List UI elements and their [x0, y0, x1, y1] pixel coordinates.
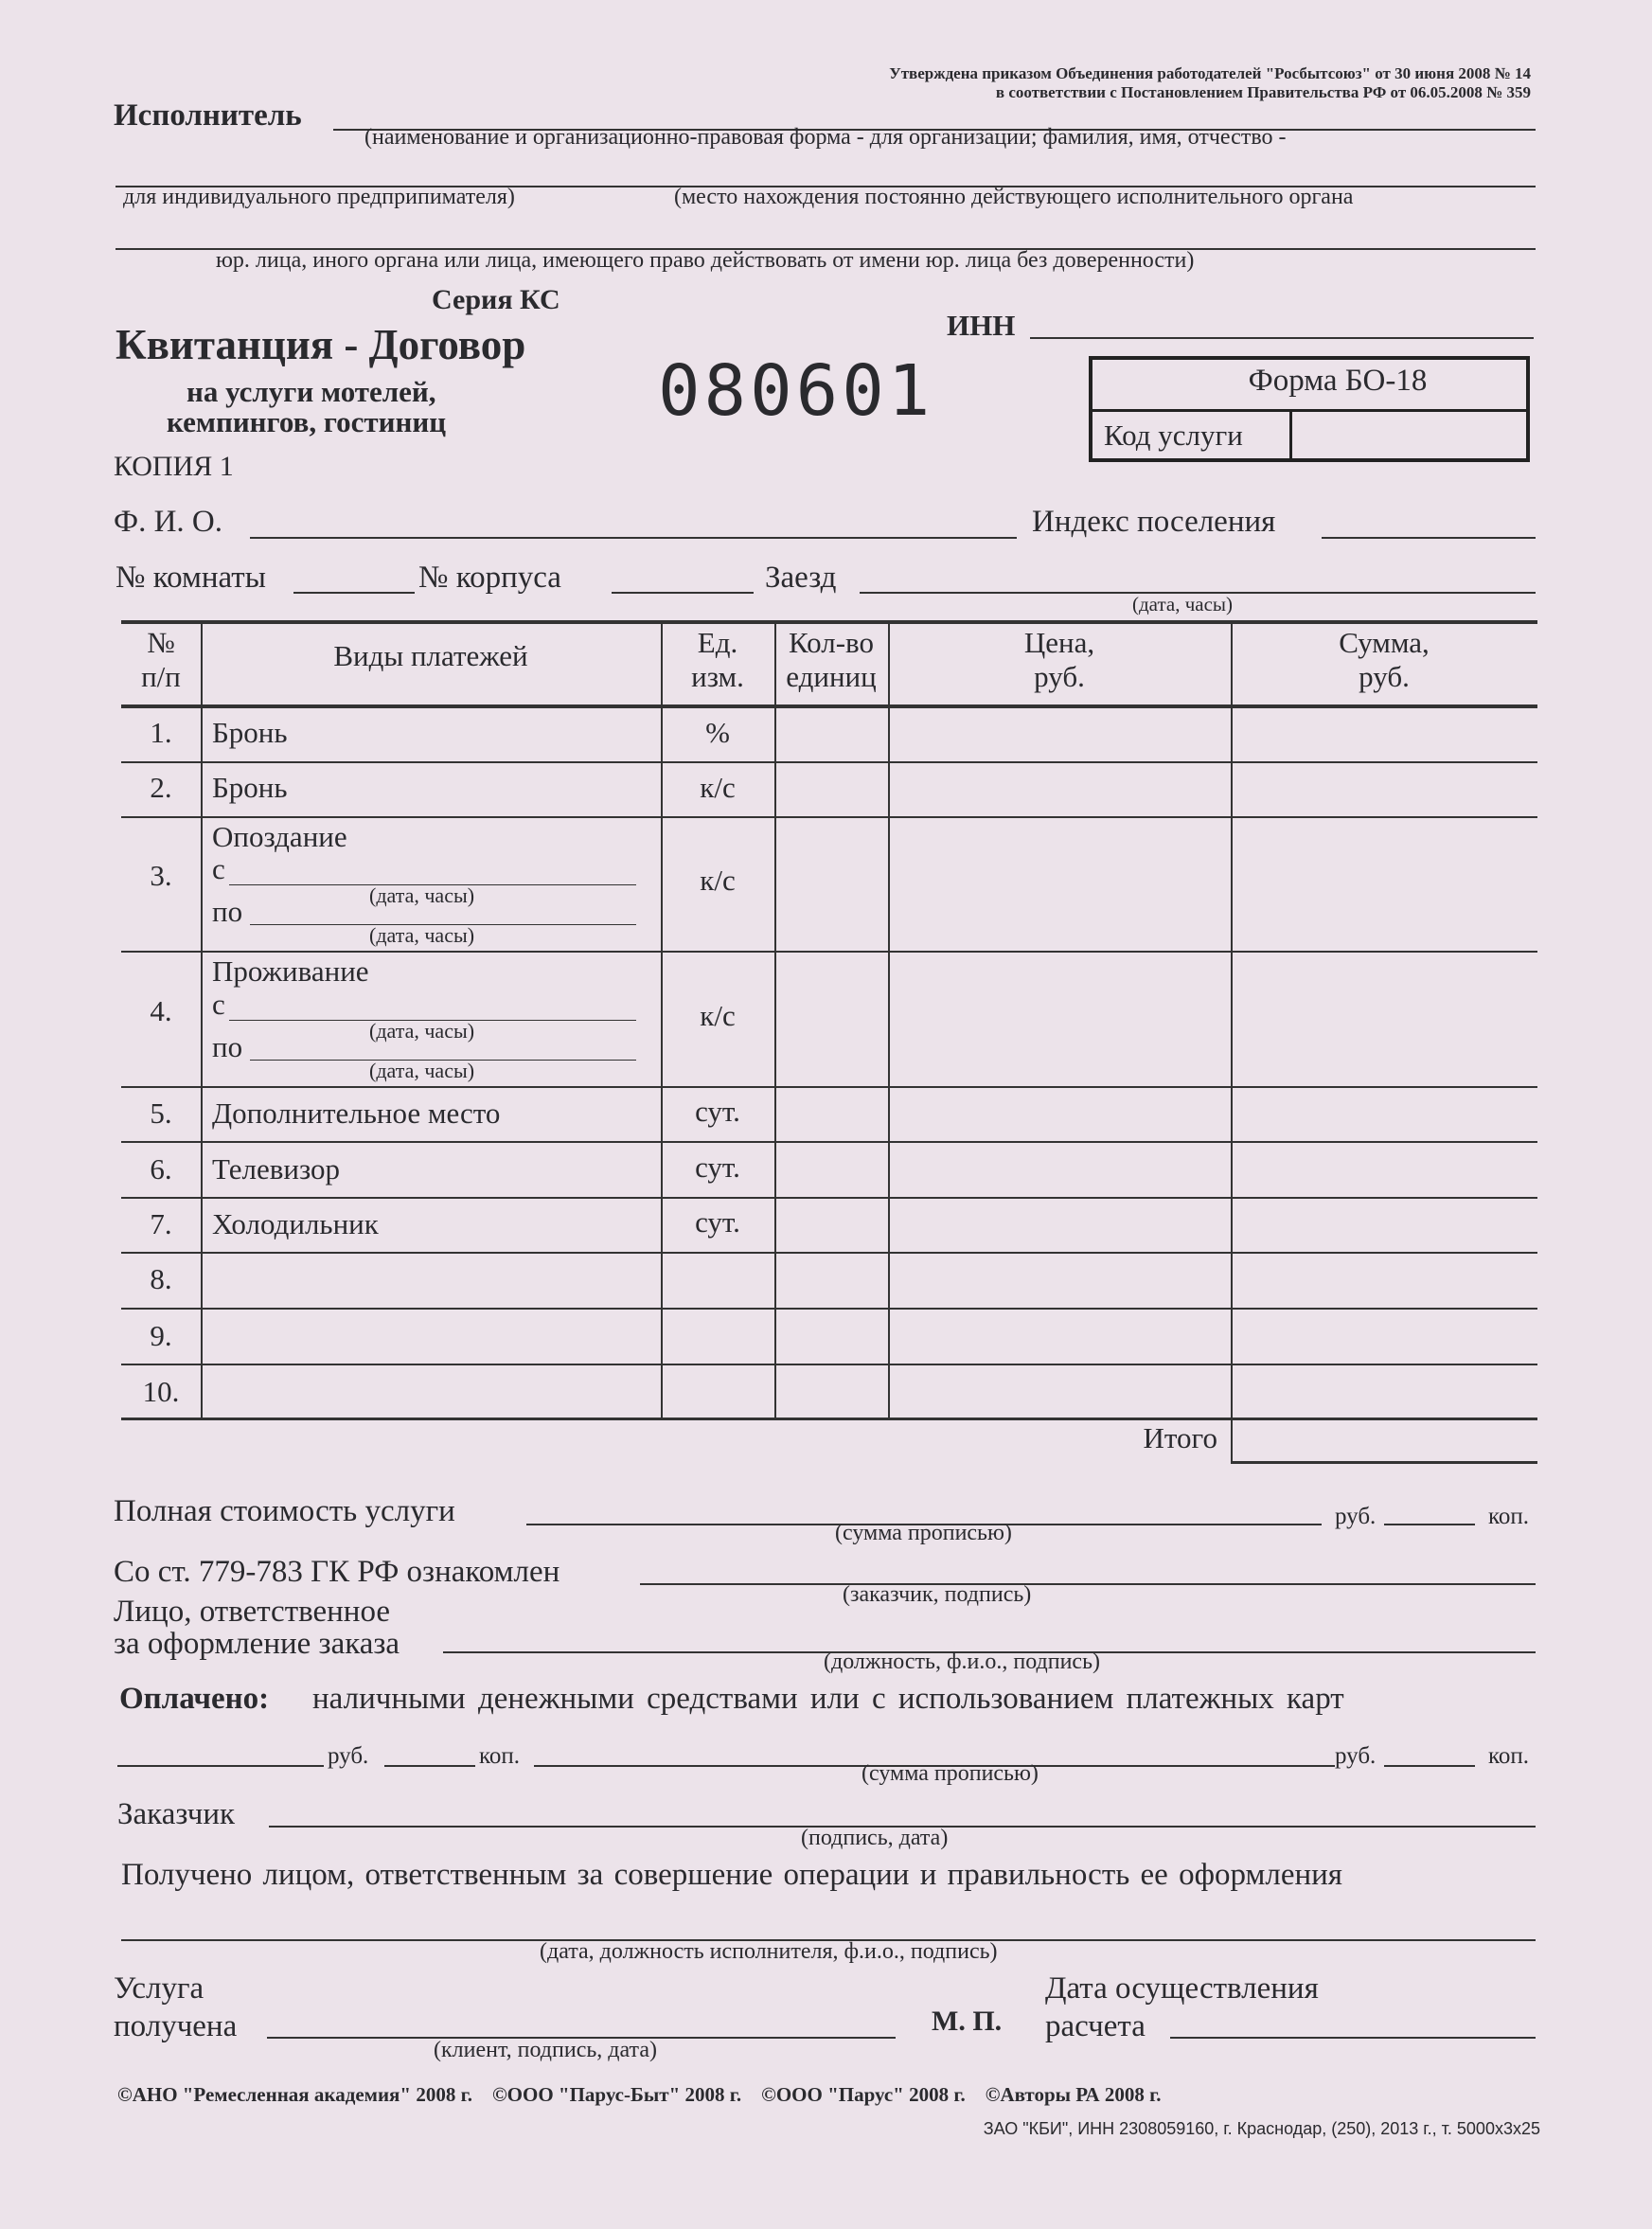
col-header-unit: Ед. изм. — [691, 626, 744, 693]
copyright-line: ©АНО "Ремесленная академия" 2008 г. ©ООО "Парус-Быт" 2008 г. ©ООО "Парус" 2008 г. ©Авторы РА 2008 г. — [117, 2083, 1162, 2106]
row-1-unit: % — [705, 716, 730, 749]
inn-line — [1030, 337, 1534, 339]
row-6-name: Телевизор — [212, 1152, 341, 1186]
row-6-unit: сут. — [695, 1150, 740, 1184]
settlement-label-2: расчета — [1045, 2009, 1146, 2043]
row-3-num: 3. — [150, 859, 172, 892]
row-4-name: Проживание — [212, 954, 369, 988]
printer-line: ЗАО "КБИ", ИНН 2308059160, г. Краснодар, (250), 2013 г., т. 5000х3х25 — [983, 2119, 1540, 2138]
row-4-from-hint: (дата, часы) — [369, 1019, 475, 1043]
approval-line-1: Утверждена приказом Объединения работодателей "Росбытсоюз" от 30 июня 2008 № 14 — [889, 64, 1531, 82]
row-4-to-hint: (дата, часы) — [369, 1059, 475, 1082]
paid-kop-line — [384, 1765, 475, 1767]
row-4-from-label: с — [212, 988, 225, 1021]
stamp-label: М. П. — [932, 2006, 1003, 2037]
fio-line — [250, 537, 1017, 539]
row-2-name: Бронь — [212, 771, 288, 804]
inn-label: ИНН — [947, 309, 1016, 342]
building-label: № корпуса — [418, 561, 561, 595]
service-received-label-2: получена — [114, 2009, 238, 2043]
row-4-to-label: по — [212, 1030, 243, 1063]
paid-rub: руб. — [328, 1743, 369, 1769]
row-5-name: Дополнительное место — [212, 1097, 501, 1130]
row-10-num: 10. — [142, 1375, 180, 1408]
settlement-label-1: Дата осуществления — [1045, 1971, 1319, 2006]
paid-rub-2: руб. — [1335, 1743, 1377, 1769]
document-subtitle-1: на услуги мотелей, — [187, 375, 436, 408]
checkin-hint: (дата, часы) — [1132, 593, 1234, 615]
checkin-label: Заезд — [765, 561, 837, 595]
client-hint: (клиент, подпись, дата) — [434, 2038, 657, 2062]
responsible-label-2: за оформление заказа — [114, 1627, 400, 1661]
paid-text: наличными денежными средствами или с использованием платежных карт — [312, 1682, 1344, 1716]
full-cost-label: Полная стоимость услуги — [114, 1494, 455, 1528]
paid-words-hint: (сумма прописью) — [862, 1761, 1039, 1786]
row-8-num: 8. — [150, 1262, 172, 1295]
row-3-to-hint: (дата, часы) — [369, 923, 475, 947]
row-5-num: 5. — [150, 1097, 172, 1130]
service-received-label-1: Услуга — [114, 1971, 204, 2006]
executor-hint-1: (наименование и организационно-правовая форма - для организации; фамилия, имя, отчество - — [364, 125, 1287, 150]
col-header-type: Виды платежей — [333, 639, 528, 672]
row-3-name: Опоздание — [212, 820, 347, 853]
row-3-to-label: по — [212, 895, 243, 928]
col-header-price: Цена, руб. — [1023, 626, 1095, 693]
series-label: Серия КС — [432, 284, 560, 315]
row-7-name: Холодильник — [212, 1207, 379, 1240]
settlement-line — [1170, 2037, 1536, 2039]
row-3-from-label: с — [212, 852, 225, 885]
row-3-unit: к/с — [700, 864, 736, 897]
form-label: Форма БО-18 — [1248, 364, 1428, 398]
row-5-unit: сут. — [695, 1095, 740, 1128]
executor-label: Исполнитель — [114, 98, 302, 133]
document-number: 080601 — [658, 350, 934, 432]
paid-kop-line-2 — [1384, 1765, 1475, 1767]
responsible-label-1: Лицо, ответственное — [114, 1595, 391, 1629]
approval-line-2: в соответствии с Постановлением Правительства РФ от 06.05.2008 № 359 — [995, 83, 1531, 101]
col-header-qty: Кол-во единиц — [786, 626, 877, 693]
acquainted-hint: (заказчик, подпись) — [843, 1582, 1032, 1607]
executor-hint-2a: для индивидуального предприпимателя) — [123, 185, 515, 209]
row-9-num: 9. — [150, 1319, 172, 1352]
service-code-label: Код услуги — [1104, 419, 1243, 452]
row-7-num: 7. — [150, 1207, 172, 1240]
index-label: Индекс поселения — [1032, 505, 1276, 539]
document-subtitle-2: кемпингов, гостиниц — [167, 405, 447, 438]
row-6-num: 6. — [150, 1152, 172, 1186]
executor-hint-2b: (место нахождения постоянно действующего исполнительного органа — [674, 185, 1354, 209]
row-2-num: 2. — [150, 771, 172, 804]
room-label: № комнаты — [115, 561, 266, 595]
index-line — [1322, 537, 1536, 539]
document-title: Квитанция - Договор — [115, 321, 526, 368]
received-text: Получено лицом, ответственным за совершение операции и правильность ее оформления — [121, 1858, 1342, 1892]
paid-kop: коп. — [479, 1743, 521, 1769]
full-cost-kop: коп. — [1488, 1504, 1530, 1529]
paid-kop-2: коп. — [1488, 1743, 1530, 1769]
full-cost-rub: руб. — [1335, 1504, 1377, 1529]
acquainted-line — [640, 1583, 1536, 1585]
row-3-from-hint: (дата, часы) — [369, 883, 475, 907]
paid-label: Оплачено: — [119, 1682, 270, 1716]
room-line — [293, 592, 415, 594]
received-hint: (дата, должность исполнителя, ф.и.о., подпись) — [540, 1939, 998, 1964]
acquainted-label: Со ст. 779-783 ГК РФ ознакомлен — [114, 1555, 560, 1589]
building-line — [612, 592, 754, 594]
row-1-num: 1. — [150, 716, 172, 749]
col-header-num: № п/п — [141, 626, 181, 693]
row-1-name: Бронь — [212, 716, 288, 749]
paid-rub-line — [117, 1765, 324, 1767]
customer-hint: (подпись, дата) — [801, 1826, 949, 1850]
row-4-num: 4. — [150, 994, 172, 1027]
row-4-unit: к/с — [700, 999, 736, 1032]
fio-label: Ф. И. О. — [114, 505, 222, 539]
responsible-hint: (должность, ф.и.о., подпись) — [824, 1649, 1101, 1674]
full-cost-hint: (сумма прописью) — [835, 1521, 1012, 1545]
row-7-unit: сут. — [695, 1205, 740, 1239]
customer-label: Заказчик — [117, 1797, 236, 1831]
form-box — [1089, 356, 1530, 462]
copy-label: КОПИЯ 1 — [114, 451, 234, 482]
executor-hint-3: юр. лица, иного органа или лица, имеющего право действовать от имени юр. лица без доверенности) — [216, 248, 1195, 273]
full-cost-kop-line — [1384, 1524, 1475, 1525]
row-2-unit: к/с — [700, 771, 736, 804]
total-label: Итого — [1143, 1421, 1217, 1454]
payments-table — [121, 620, 1537, 1463]
col-header-sum: Сумма, руб. — [1339, 626, 1430, 693]
